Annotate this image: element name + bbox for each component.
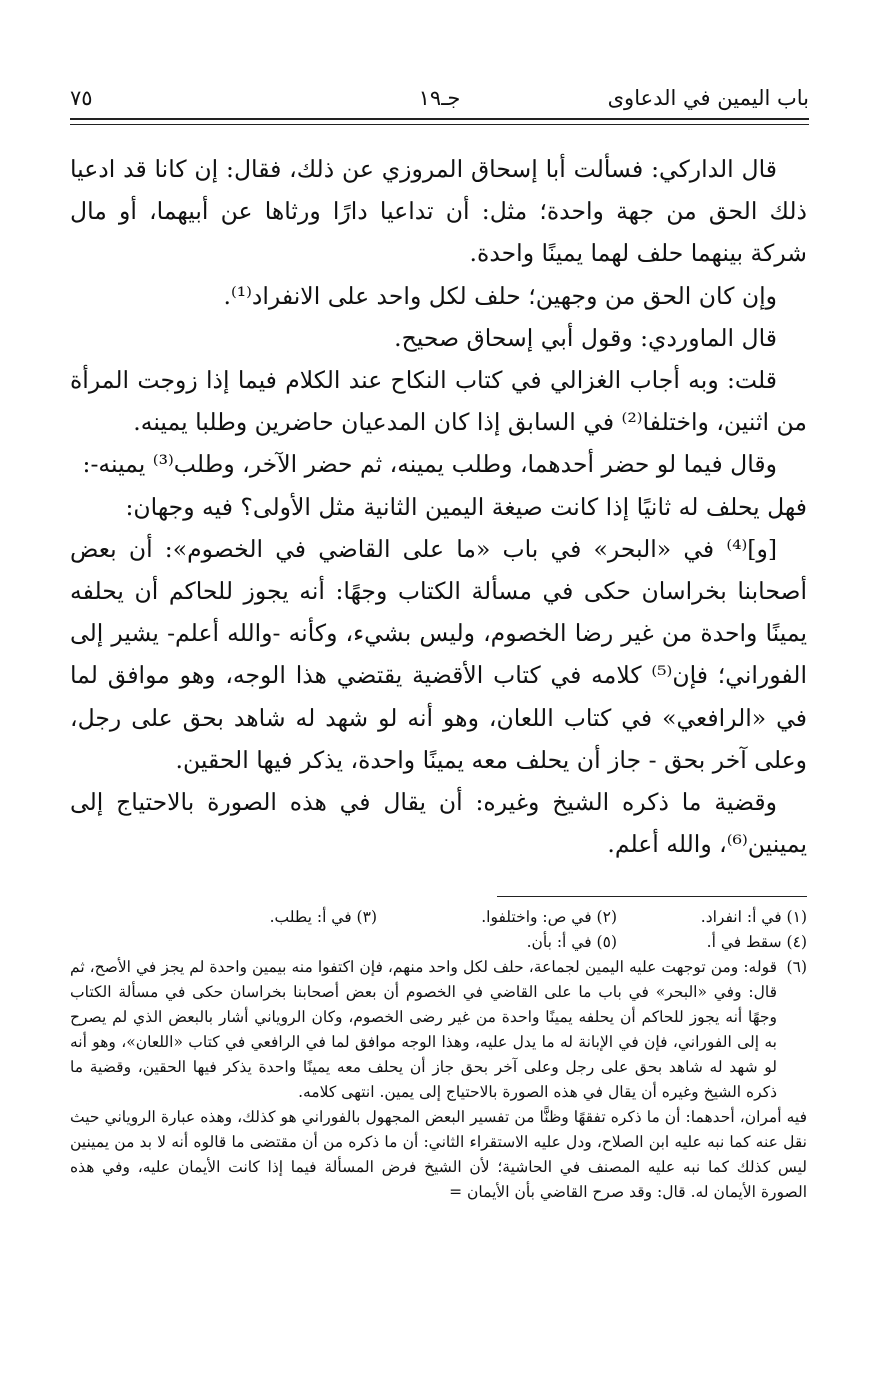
header-rule-thin [70, 124, 809, 125]
footnote: (٢) في ص: واختلفوا. [481, 908, 617, 926]
footnote-separator [497, 896, 807, 897]
paragraph: فهل يحلف له ثانيًا إذا كانت صيغة اليمين الثانية مثل الأولى؟ فيه وجهان: [125, 492, 807, 521]
footnotes [70, 905, 807, 1205]
header-rule [70, 118, 809, 120]
footnote: (١) في أ: انفراد. [700, 908, 807, 926]
paragraph: [و]⁽⁴⁾ في «البحر» في باب «ما على القاضي في الخصوم»: أن بعض أصحابنا بخراسان حكى في مسألة الكتاب وجهًا: أنه يجوز للحاكم أن يحلفه يمينًا واحدة من غير رضا الخصوم، وليس بشيء، وكأنه -والله أعلم- يشير إلى الفوراني؛ فإن⁽⁵⁾ كلامه في كتاب الأقضية يقتضي هذا الوجه، وهو موافق لما في «الرافعي» في كتاب اللعان، وهو أنه لو شهد له شاهد بحق على رجل، وعلى آخر بحق - جاز أن يحلف معه يمينًا واحدة، يذكر فيها الحقين. [70, 534, 807, 774]
footnote: (٤) سقط في أ. [706, 933, 807, 951]
footnote-number: (٦) [786, 958, 807, 976]
chapter-title: باب اليمين في الدعاوى [607, 86, 809, 110]
footnote-row [70, 905, 807, 930]
footnote-continuation: فيه أمران، أحدهما: أن ما ذكره تفقهًا وظنًّا من تفسير البعض المجهول بالفوراني هو كذلك، وهذه عبارة الروياني حيث نقل عنه كما نبه عليه ابن الصلاح، ودل عليه الاستقراء الثاني: أن ما ذكره من أن مقتضى ما قالوه أنه لا بد من يمينين ليس كذلك كما نبه عليه المصنف في الحاشية؛ لأن الشيخ فرض المسألة فيما إذا كانت الأيمان عليه، وفي هذه الصورة الأيمان له. قال: وقد صرح القاضي بأن الأيمان = [70, 1108, 807, 1201]
page-number: ٧٥ [70, 86, 93, 110]
paragraph: قلت: وبه أجاب الغزالي في كتاب النكاح عند الكلام فيما إذا زوجت المرأة من اثنين، واختلفا⁽²⁾ في السابق إذا كان المدعيان حاضرين وطلبا يمينه. [70, 366, 807, 437]
paragraph: قال الماوردي: وقول أبي إسحاق صحيح. [394, 323, 777, 352]
running-header [70, 78, 809, 118]
volume-number: جـ١٩ [418, 86, 461, 110]
paragraph: وقضية ما ذكره الشيخ وغيره: أن يقال في هذه الصورة بالاحتياج إلى يمينين⁽⁶⁾، والله أعلم. [70, 788, 807, 859]
footnote-row [70, 930, 807, 955]
paragraph: وقال فيما لو حضر أحدهما، وطلب يمينه، ثم حضر الآخر، وطلب⁽³⁾ يمينه-: [82, 450, 777, 479]
main-text [70, 148, 807, 865]
paragraph: قال الداركي: فسألت أبا إسحاق المروزي عن ذلك، فقال: إن كانا قد ادعيا ذلك الحق من جهة واحدة؛ مثل: أن تداعيا دارًا ورثاها عن أبيهما، أو مال شركة بينهما حلف لهما يمينًا واحدة. [70, 155, 807, 268]
footnote: (٥) في أ: بأن. [526, 933, 617, 951]
footnote-text: قوله: ومن توجهت عليه اليمين لجماعة، حلف لكل واحد منهم، فإن اكتفوا منه بيمين واحدة لم يجز في الأصح، ثم قال: وفي «البحر» في باب ما على القاضي في الخصوم أن بعض أصحابنا بخراسان حكى في مسألة الكتاب وجهًا أنه يجوز للحاكم أن يحلفه يمينًا واحدة من غير رضى الخصوم، وكان الروياني أشار بالبعض الذي لم يصرح به إلى الفوراني، فإن في الإبانة له ما يدل عليه، وهذا الوجه موافق لما في الرافعي في كتاب «اللعان»، وهو أنه لو شهد له شاهد بحق على رجل وعلى آخر بحق جاز أن يحلف معه يمينًا واحدة يذكر فيها الحقين، وقضية ما ذكره الشيخ وغيره أن يقال في هذه الصورة بالاحتياج إلى يمين. انتهى كلامه. [70, 958, 777, 1101]
footnote-6 [70, 955, 807, 1105]
footnote: (٣) في أ: يطلب. [269, 908, 377, 926]
paragraph: وإن كان الحق من وجهين؛ حلف لكل واحد على الانفراد⁽¹⁾. [223, 281, 777, 310]
